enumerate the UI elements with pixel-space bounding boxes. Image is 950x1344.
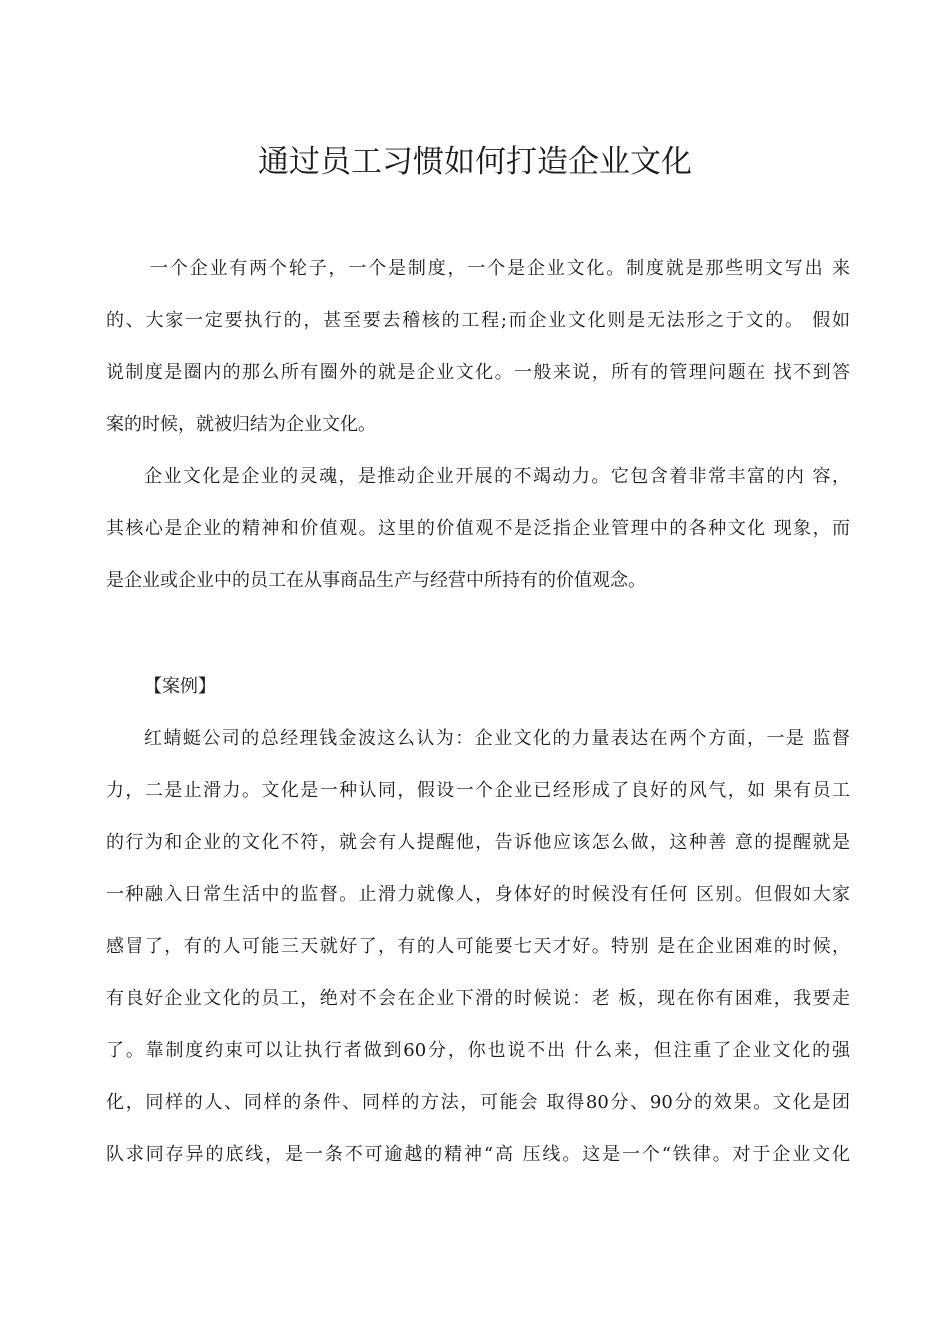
paragraph-2-line-1: 企业文化是企业的灵魂，是推动企业开展的不竭动力。它包含着非常丰富的内 容，: [144, 466, 850, 487]
paragraph-3-line-7: 了。靠制度约束可以让执行者做到60分，你也说不出 什么来，但注重了企业文化的强: [106, 1040, 850, 1061]
paragraph-1-line-2: 的、大家一定要执行的，甚至要去稽核的工程;而企业文化则是无法形之于文的。 假如: [106, 310, 850, 331]
paragraph-2-line-3: 是企业或企业中的员工在从事商品生产与经营中所持有的价值观念。: [106, 570, 646, 591]
paragraph-3-line-6: 有良好企业文化的员工，绝对不会在企业下滑的时候说：老 板，现在你有困难，我要走: [106, 988, 850, 1009]
paragraph-1-line-4: 案的时候，就被归结为企业文化。: [106, 414, 376, 435]
paragraph-2-line-2: 其核心是企业的精神和价值观。这里的价值观不是泛指企业管理中的各种文化 现象，而: [106, 518, 850, 539]
paragraph-3-line-9: 队求同存异的底线，是一条不可逾越的精神“高 压线。这是一个“铁律。对于企业文化: [106, 1144, 850, 1165]
case-heading: 【案例】: [144, 676, 216, 697]
paragraph-3-line-4: 一种融入日常生活中的监督。止滑力就像人，身体好的时候没有任何 区别。但假如大家: [106, 884, 850, 905]
paragraph-3-line-2: 力，二是止滑力。文化是一种认同，假设一个企业已经形成了良好的风气，如 果有员工: [106, 780, 850, 801]
paragraph-1-line-1: 一个企业有两个轮子，一个是制度，一个是企业文化。制度就是那些明文写出 来: [150, 258, 850, 279]
paragraph-3-line-1: 红蜻蜓公司的总经理钱金波这么认为：企业文化的力量表达在两个方面，一是 监督: [144, 728, 850, 749]
paragraph-1-line-3: 说制度是圈内的那么所有圈外的就是企业文化。一般来说，所有的管理问题在 找不到答: [106, 362, 850, 383]
paragraph-3-line-5: 感冒了，有的人可能三天就好了，有的人可能要七天才好。特别 是在企业困难的时候，: [106, 936, 850, 957]
document-title: 通过员工习惯如何打造企业文化: [258, 144, 692, 180]
paragraph-3-line-3: 的行为和企业的文化不符，就会有人提醒他，告诉他应该怎么做，这种善 意的提醒就是: [106, 832, 850, 853]
paragraph-3-line-8: 化，同样的人、同样的条件、同样的方法，可能会 取得80分、90分的效果。文化是团: [106, 1092, 850, 1113]
